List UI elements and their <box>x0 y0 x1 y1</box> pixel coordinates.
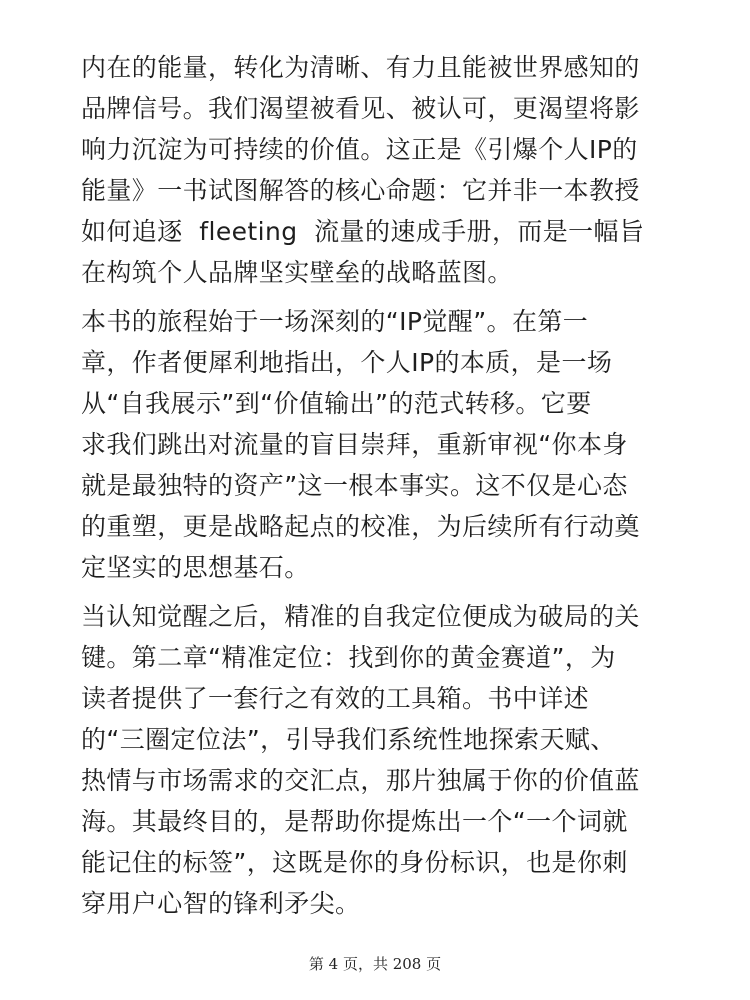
paragraph-1-line-1: 内在的能量，转化为清晰、有力且能被世界感知的 <box>81 53 640 82</box>
paragraph-1-line-6: 在构筑个人品牌坚实壁垒的战略蓝图。 <box>81 258 513 287</box>
paragraph-1-line-3: 响力沉淀为可持续的价值。这正是《引爆个人IP的 <box>81 135 638 164</box>
paragraph-3-line-1: 当认知觉醒之后，精准的自我定位便成为破局的关 <box>81 602 640 631</box>
paragraph-2-line-6: 的重塑，更是战略起点的校准，为后续所有行动奠 <box>81 512 640 541</box>
paragraph-2-line-5: 就是最独特的资产”这一根本事实。这不仅是心态 <box>81 471 628 500</box>
paragraph-3-line-7: 能记住的标签”，这既是你的身份标识，也是你刺 <box>81 848 628 877</box>
paragraph-3-line-2: 键。第二章“精准定位：找到你的黄金赛道”，为 <box>81 643 616 672</box>
paragraph-1-line-2: 品牌信号。我们渴望被看见、被认可，更渴望将影 <box>81 94 640 123</box>
paragraph-1-line-4: 能量》一书试图解答的核心命题：它并非一本教授 <box>81 176 640 205</box>
paragraph-3-line-6: 海。其最终目的，是帮助你提炼出一个“一个词就 <box>81 807 628 836</box>
paragraph-2-line-7: 定坚实的思想基石。 <box>81 553 310 582</box>
paragraph-2-line-2: 章，作者便犀利地指出，个人IP的本质，是一场 <box>81 348 613 377</box>
paragraph-1-line-5: 如何追逐 fleeting 流量的速成手册，而是一幅旨 <box>81 217 645 246</box>
paragraph-2-line-3: 从“自我展示”到“价值输出”的范式转移。它要 <box>81 389 592 418</box>
paragraph-3-line-3: 读者提供了一套行之有效的工具箱。书中详述 <box>81 684 590 713</box>
paragraph-3-line-4: 的“三圈定位法”，引导我们系统性地探索天赋、 <box>81 725 616 754</box>
paragraph-3-line-8: 穿用户心智的锋利矛尖。 <box>81 889 361 918</box>
paragraph-3-line-5: 热情与市场需求的交汇点，那片独属于你的价值蓝 <box>81 766 640 795</box>
paragraph-2-line-4: 求我们跳出对流量的盲目崇拜，重新审视“你本身 <box>81 430 628 459</box>
page-number-footer: 第 4 页，共 208 页 <box>308 955 442 973</box>
paragraph-2-line-1: 本书的旅程始于一场深刻的“IP觉醒”。在第一 <box>81 307 589 336</box>
